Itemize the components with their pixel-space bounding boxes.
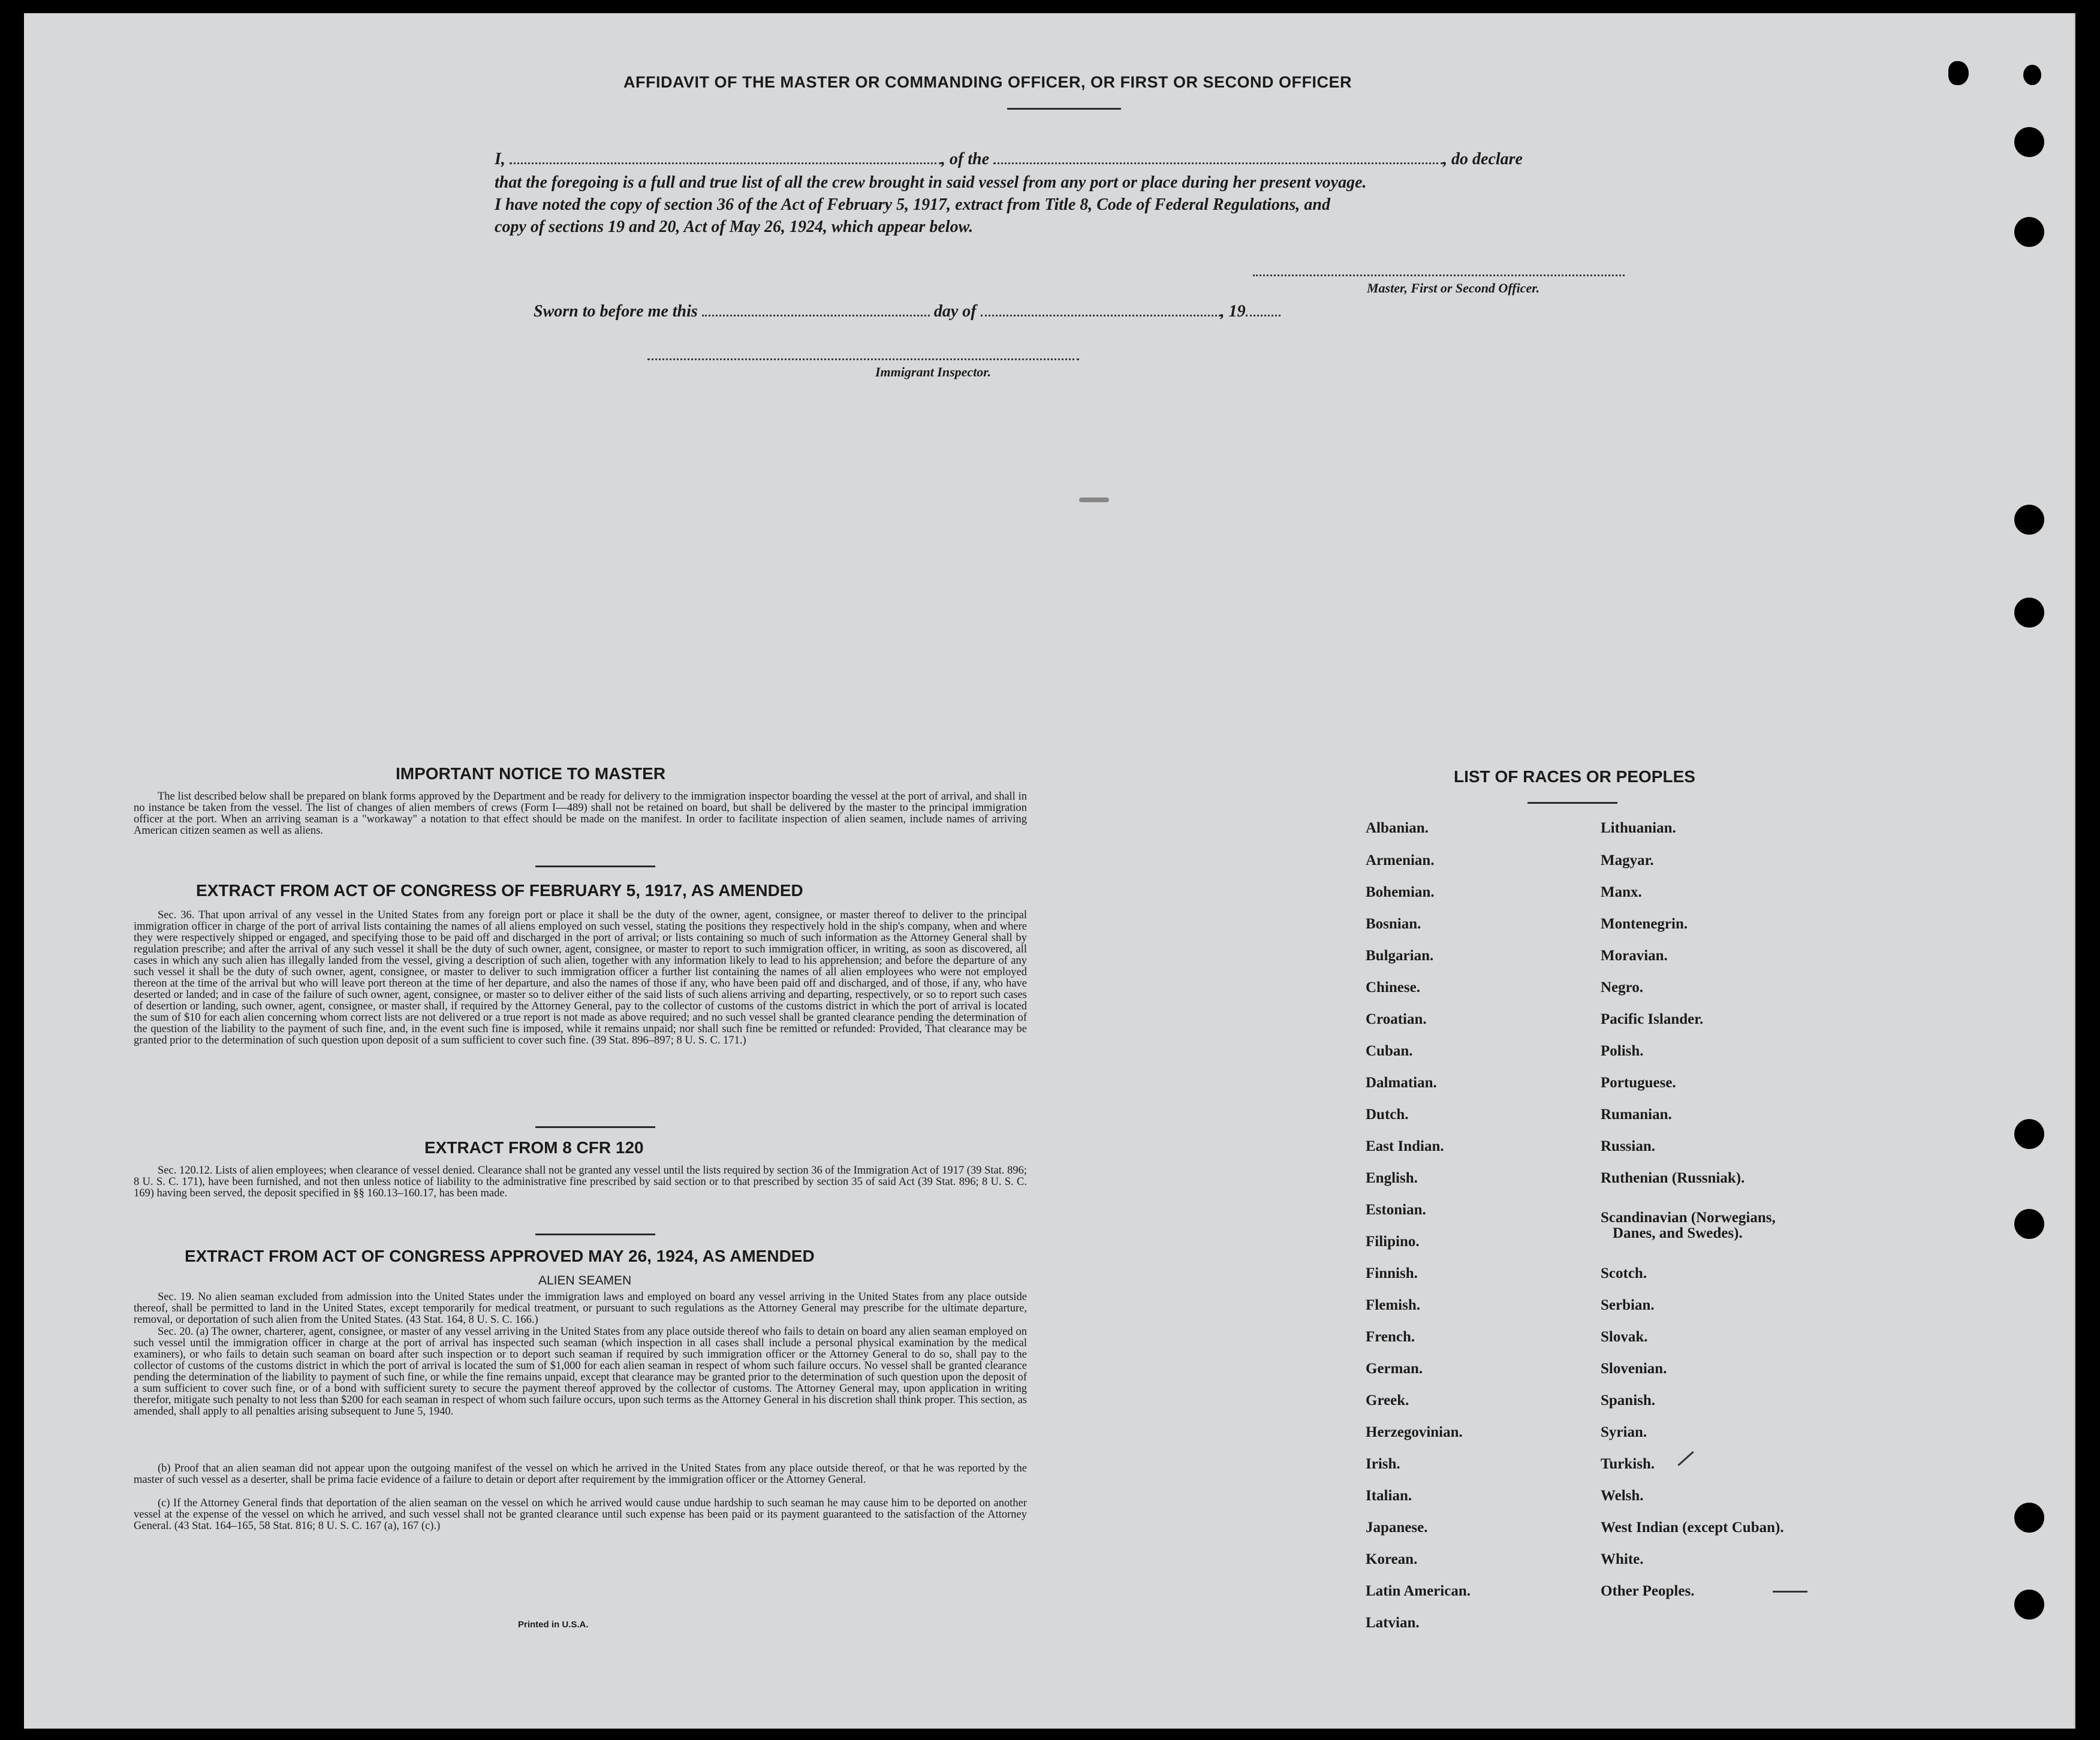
race-item: Rumanian. xyxy=(1601,1106,1672,1123)
race-item: Bulgarian. xyxy=(1366,948,1434,964)
notice-rule xyxy=(535,866,655,867)
race-item: Negro. xyxy=(1601,979,1644,996)
punch-hole xyxy=(2014,217,2044,247)
race-item: Manx. xyxy=(1601,884,1642,900)
race-item: English. xyxy=(1366,1170,1418,1186)
race-item: Lithuanian. xyxy=(1601,820,1676,836)
race-item: Chinese. xyxy=(1366,979,1420,996)
race-item: Estonian. xyxy=(1366,1202,1426,1218)
race-item: Other Peoples. xyxy=(1601,1583,1695,1599)
race-item: Slovak. xyxy=(1601,1329,1648,1345)
race-item: Greek. xyxy=(1366,1392,1409,1409)
race-item: Montenegrin. xyxy=(1601,916,1688,932)
sworn-month-field[interactable] xyxy=(981,303,1221,316)
race-item: Irish. xyxy=(1366,1456,1400,1472)
race-item: Welsh. xyxy=(1601,1488,1644,1504)
race-item: Scotch. xyxy=(1601,1265,1647,1281)
race-item: Syrian. xyxy=(1601,1424,1647,1440)
punch-hole xyxy=(2014,1590,2044,1620)
punch-hole xyxy=(1948,61,1969,85)
punch-hole xyxy=(2014,1209,2044,1239)
sworn-label: Sworn to before me this xyxy=(534,302,698,321)
race-item: Armenian. xyxy=(1366,852,1435,869)
affidavit-of-the: , of the xyxy=(941,150,990,168)
extract-1924-title: EXTRACT FROM ACT OF CONGRESS APPROVED MAY 26, 1924, AS AMENDED xyxy=(185,1247,815,1265)
form-sheet xyxy=(24,13,2075,1729)
affidavit-title-rule xyxy=(1007,108,1121,110)
race-item: Cuban. xyxy=(1366,1043,1413,1059)
race-item: East Indian. xyxy=(1366,1138,1444,1154)
smudge-mark xyxy=(1079,497,1109,502)
race-item: Scandinavian (Norwegians, xyxy=(1601,1210,1776,1226)
affidavit-do-declare: , do declare xyxy=(1443,150,1523,168)
affidavit-declaration-line xyxy=(495,150,1523,169)
race-item: French. xyxy=(1366,1329,1415,1345)
race-item: Pacific Islander. xyxy=(1601,1011,1704,1027)
race-item: Slovenian. xyxy=(1601,1361,1667,1377)
vessel-name-field[interactable] xyxy=(993,150,1443,164)
race-item: Bohemian. xyxy=(1366,884,1435,900)
affidavit-line-2: that the foregoing is a full and true list of all the crew brought in said vessel from any port or place during her present voyage. xyxy=(495,173,1367,192)
race-item: Dalmatian. xyxy=(1366,1075,1437,1091)
notice-text: The list described below shall be prepared on blank forms approved by the Department and be ready for delivery to the immigration inspector boarding the vessel at the port of arrival, and shall in no instance be taken from the vessel. The list of changes of alien members of crews (Form I—489) shall not be retained on board, but shall be delivered by the master to the principal immigration officer at the port. When an arriving seaman is a "workaway" a notation to that effect should be made on the manifest. In order to facilitate inspection of alien seamen, include names of arriving American citizen seamen as well as aliens. xyxy=(134,791,1027,837)
race-item: Magyar. xyxy=(1601,852,1654,869)
race-item: German. xyxy=(1366,1361,1423,1377)
day-of-label: day of xyxy=(933,302,977,321)
punch-hole xyxy=(2014,127,2044,157)
race-item: Filipino. xyxy=(1366,1234,1420,1250)
race-item: Croatian. xyxy=(1366,1011,1427,1027)
sworn-line xyxy=(534,302,1281,321)
sworn-year-field[interactable] xyxy=(1246,303,1281,316)
race-item: Portuguese. xyxy=(1601,1075,1676,1091)
extract-1924-sec20b: (b) Proof that an alien seaman did not appear upon the outgoing manifest of the vessel on which he arrived in the United States from any place outside thereof, or that he was reported by the master of such vessel as a deserter, shall be prima facie evidence of a failure to detain or deport after requirement by the immigration officer or the Attorney General. xyxy=(134,1462,1027,1486)
race-item: Serbian. xyxy=(1601,1297,1655,1313)
extract-cfr-text: Sec. 120.12. Lists of alien employees; when clearance of vessel denied. Clearance shall not be granted any vessel until the lists required by section 36 of the Immigration Act of 1917 (39 Stat. 896; 8 U. S. C. 171), have been furnished, and not then unless notice of liability to the administrative fine prescribed by said section or to that prescribed by section 35 of said Act (39 Stat. 896; 8 U. S. C. 169) having been served, the deposit specified in §§ 160.13–160.17, has been made. xyxy=(134,1165,1027,1199)
affidavit-i: I, xyxy=(495,150,505,168)
printed-in-usa: Printed in U.S.A. xyxy=(518,1620,589,1630)
master-signature-field[interactable] xyxy=(1253,263,1625,276)
race-item: Japanese. xyxy=(1366,1519,1428,1536)
sworn-date-field[interactable] xyxy=(702,303,930,316)
extract-cfr-title: EXTRACT FROM 8 CFR 120 xyxy=(424,1138,644,1157)
affidavit-line-4: copy of sections 19 and 20, Act of May 26, 1924, which appear below. xyxy=(495,218,974,236)
extract-1924-sec19: Sec. 19. No alien seaman excluded from admission into the United States under the immigration laws and employed on board any vessel arriving in the United States from any place outside thereof, shall be permitted to land in the United States, except temporarily for medical treatment, or pursuant to such regulations as the Attorney General may prescribe for the ultimate departure, removal, or deportation of such alien from the United States. (43 Stat. 164, 8 U. S. C. 166.) xyxy=(134,1291,1027,1326)
race-item: Spanish. xyxy=(1601,1392,1656,1409)
year-label: , 19 xyxy=(1220,302,1246,321)
extract-cfr-rule xyxy=(535,1234,655,1235)
extract-1924-sec20c: (c) If the Attorney General finds that deportation of the alien seaman on the vessel on which he arrived would cause undue hardship to such seaman he may cause him to be deported on another vessel at the expense of the vessel on which he arrived, and such vessel shall not be granted clearance until such expense has been paid or its payment guaranteed to the satisfaction of the Attorney General. (43 Stat. 164–165, 58 Stat. 816; 8 U. S. C. 167 (a), 167 (c).) xyxy=(134,1497,1027,1532)
check-mark xyxy=(1677,1451,1694,1466)
punch-hole xyxy=(2014,598,2044,628)
extract-1924-sec20a: Sec. 20. (a) The owner, charterer, agent, consignee, or master of any vessel arriving in the United States from any place outside thereof who fails to detain on board any alien seaman employed on such vessel until the immigration officer in charge at the port of arrival has inspected such seaman (which inspection in all cases shall include a personal physical examination by the medical examiners), or who fails to detain such seaman on board after such inspection or to deport such seaman if required by such immigration officer or the Attorney General to do so, shall pay to the collector of customs of the customs district in which the port of arrival is located the sum of $1,000 for each alien seaman in respect of whom such failure occurs. No vessel shall be granted clearance pending the determination of the liability to payment of such fine, or while the fine remains unpaid, except that clearance may be granted prior to the determination of such question upon the deposit of a sum sufficient to cover such fine, or of a bond with sufficient surety to secure the payment thereof approved by the collector of customs. The Attorney General may, upon application in writing therefor, mitigate such penalty to not less than $200 for each seaman in respect of whom such failure occurs, upon such terms as the Attorney General in his discretion shall think proper. This section, as amended, shall apply to all penalties arising subsequent to June 5, 1940. xyxy=(134,1326,1027,1418)
race-item: Flemish. xyxy=(1366,1297,1420,1313)
inspector-signature-label: Immigrant Inspector. xyxy=(875,364,992,379)
notice-title: IMPORTANT NOTICE TO MASTER xyxy=(396,764,666,783)
race-item: Moravian. xyxy=(1601,948,1668,964)
race-item: Danes, and Swedes). xyxy=(1613,1225,1743,1241)
officer-name-field[interactable] xyxy=(510,150,941,164)
inspector-signature-field[interactable] xyxy=(647,346,1079,360)
dash-mark xyxy=(1773,1591,1807,1593)
punch-hole xyxy=(2023,65,2041,85)
punch-hole xyxy=(2014,1503,2044,1533)
extract-1917-text: Sec. 36. That upon arrival of any vessel in the United States from any foreign port or place it shall be the duty of the owner, agent, consignee, or master thereof to deliver to the principal immigration officer in charge of the port of arrival lists containing the names of all aliens employed on such vessel, stating the positions they respectively hold in the ship's company, when and where they were respectively shipped or engaged, and specifying those to be paid off and discharged in the port of arrival; or lists containing so much of such information as the Attorney General shall by regulation prescribe; and after the arrival of any such vessel it shall be the duty of such owner, agent, consignee, or master to report to such immigration officer, in writing, as soon as discovered, all cases in which any such alien has illegally landed from the vessel, giving a description of such alien, together with any information likely to lead to his apprehension; and before the departure of any such vessel it shall be the duty of such owner, agent, consignee, or master to deliver to such immigration officer a further list containing the names of all alien employees who were not employed thereon at the time of the arrival but who will leave port thereon at the time of her departure, and also the names of those if any, who have been paid off and discharged, and of those, if any, who have deserted or landed; and in case of the failure of such owner, agent, consignee, or master so to deliver either of the said lists of such aliens arriving and departing, respectively, or so to report such cases of desertion or landing, such owner, agent, consignee, or master shall, if required by the Attorney General, pay to the collector of customs of the customs district in which the port of arrival is located the sum of $10 for each alien concerning whom correct lists are not delivered or a true report is not made as above required; and no such vessel shall be granted clearance pending the determination of the question of the liability to the payment of such fine, and, in the event such fine is imposed, while it remains unpaid; nor shall such fine be remitted or refunded: Provided, That clearance may be granted prior to the determination of such question upon deposit of a sum sufficient to cover such fine. (39 Stat. 896–897; 8 U. S. C. 171.) xyxy=(134,909,1027,1047)
punch-hole xyxy=(2014,505,2044,535)
master-signature-label: Master, First or Second Officer. xyxy=(1367,281,1540,295)
race-item: Italian. xyxy=(1366,1488,1412,1504)
race-item: Polish. xyxy=(1601,1043,1644,1059)
race-item: Latin American. xyxy=(1366,1583,1471,1599)
races-title: LIST OF RACES OR PEOPLES xyxy=(1454,767,1695,786)
races-title-rule xyxy=(1527,802,1617,804)
race-item: Finnish. xyxy=(1366,1265,1418,1281)
race-item: Herzegovinian. xyxy=(1366,1424,1463,1440)
race-item: Albanian. xyxy=(1366,820,1429,836)
race-item: Korean. xyxy=(1366,1551,1418,1567)
race-item: West Indian (except Cuban). xyxy=(1601,1519,1784,1536)
race-item: Dutch. xyxy=(1366,1106,1409,1123)
extract-1917-rule xyxy=(535,1126,655,1128)
punch-hole xyxy=(2014,1119,2044,1149)
affidavit-line-3: I have noted the copy of section 36 of the Act of February 5, 1917, extract from Title 8, Code of Federal Regulations, and xyxy=(495,195,1330,214)
race-item: Bosnian. xyxy=(1366,916,1421,932)
race-item: Latvian. xyxy=(1366,1615,1420,1631)
extract-1917-title: EXTRACT FROM ACT OF CONGRESS OF FEBRUARY 5, 1917, AS AMENDED xyxy=(196,881,803,900)
extract-1924-subtitle: ALIEN SEAMEN xyxy=(538,1274,632,1287)
race-item: Turkish. xyxy=(1601,1456,1655,1472)
race-item: Ruthenian (Russniak). xyxy=(1601,1170,1745,1186)
affidavit-title: AFFIDAVIT OF THE MASTER OR COMMANDING OFFICER, OR FIRST OR SECOND OFFICER xyxy=(623,73,1352,91)
race-item: Russian. xyxy=(1601,1138,1656,1154)
race-item: White. xyxy=(1601,1551,1644,1567)
